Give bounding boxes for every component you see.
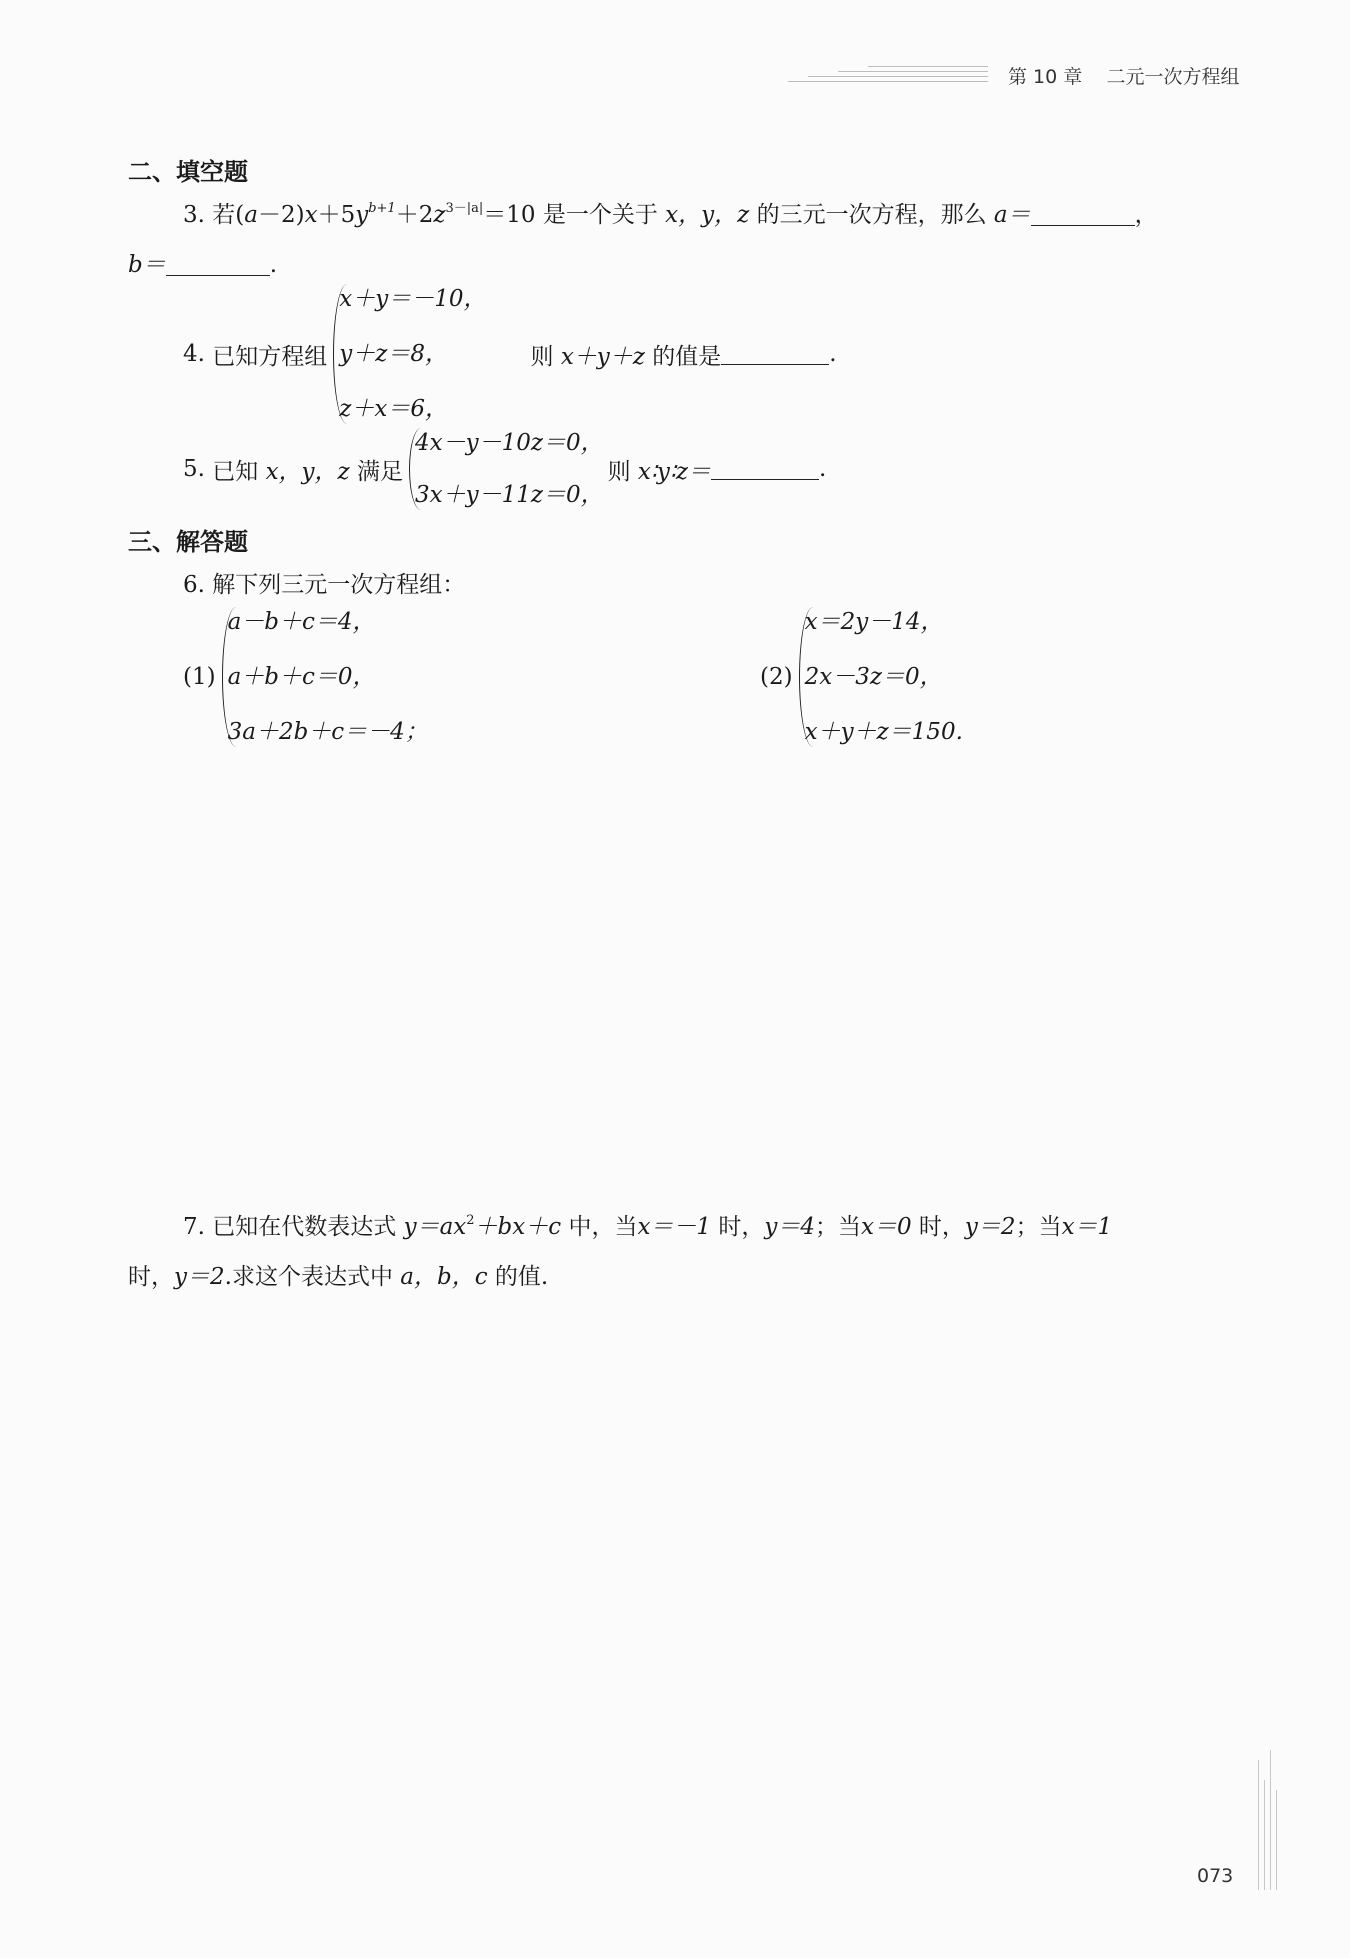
page-number: 073 — [1197, 1865, 1234, 1887]
question-5: 5. 已知 x，y，z 满足 4x－y－10z＝0， 3x＋y－11z＝0， 则 x∶y∶z＝ . — [183, 430, 827, 508]
question-3-line-1: 3. 若$(a-2)x+5y^{b+1}+2z^{3-|a|}=10$ 是一个关于 x，y，z 的三元一次方程，那么 a＝ ， — [183, 201, 1158, 228]
header-rule-lines — [788, 62, 988, 86]
question-6-part-2: (2) x＝2y－14， 2x－3z＝0， x＋y＋z＝150. — [760, 609, 963, 745]
question-7-line-2: 时，y＝2.求这个表达式中 a，b，c 的值. — [128, 1264, 549, 1290]
chapter-title: 二元一次方程组 — [1106, 66, 1240, 88]
equation-system-brace: x＋y＝－10， y＋z＝8， z＋x＝6， — [333, 284, 486, 424]
question-3-line-2: b＝ . — [128, 252, 278, 278]
question-6-prompt: 6. 解下列三元一次方程组： — [183, 572, 466, 598]
answer-blank-a[interactable] — [1031, 205, 1135, 226]
equation-system-brace: x＝2y－14， 2x－3z＝0， x＋y＋z＝150. — [799, 607, 963, 747]
running-header — [1008, 62, 1239, 89]
equation-system-brace: a－b＋c＝4， a＋b＋c＝0， 3a＋2b＋c＝－4； — [222, 607, 428, 747]
chapter-number: 第 10 章 — [1008, 66, 1083, 88]
equation-system-brace: 4x－y－10z＝0， 3x＋y－11z＝0， — [409, 428, 604, 510]
section-answer-heading: 三、解答题 — [128, 528, 248, 556]
question-7-line-1: 7. 已知在代数表达式 $y=ax^2+bx+c$ 中，当x＝－1 时，y＝4；当x＝0 时，y＝2；当x＝1 — [183, 1213, 1113, 1240]
answer-blank-ratio[interactable] — [711, 459, 819, 480]
answer-blank-b[interactable] — [166, 255, 270, 276]
section-fill-blank-heading: 二、填空题 — [128, 158, 248, 186]
answer-blank-sum[interactable] — [721, 344, 829, 365]
question-6-part-1: (1) a－b＋c＝4， a＋b＋c＝0， 3a＋2b＋c＝－4； — [183, 609, 428, 745]
page-edge-lines — [1258, 1770, 1278, 1890]
question-4: 4. 已知方程组 x＋y＝－10， y＋z＝8， z＋x＝6， 则 x＋y＋z 的值是 . — [183, 286, 837, 422]
